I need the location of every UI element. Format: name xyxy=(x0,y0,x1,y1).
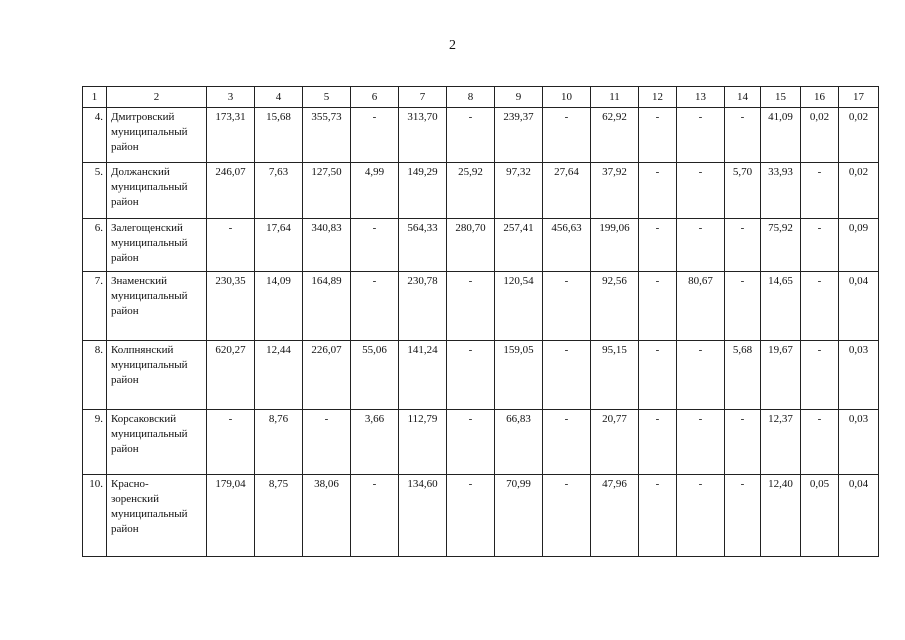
table-cell: 127,50 xyxy=(303,163,351,219)
column-header: 9 xyxy=(495,87,543,108)
data-table xyxy=(82,86,879,557)
page-number: 2 xyxy=(449,38,456,53)
table-cell: 257,41 xyxy=(495,219,543,272)
table-cell: 179,04 xyxy=(207,475,255,557)
table-cell: - xyxy=(801,410,839,475)
table-cell: - xyxy=(351,272,399,341)
table-cell: - xyxy=(639,272,677,341)
table-row xyxy=(83,341,879,410)
table-row xyxy=(83,410,879,475)
table-cell: 70,99 xyxy=(495,475,543,557)
district-name: Знаменский муниципальный район xyxy=(107,272,207,341)
column-header: 7 xyxy=(399,87,447,108)
row-number: 8. xyxy=(83,341,107,410)
table-cell: 313,70 xyxy=(399,108,447,163)
table-cell: 141,24 xyxy=(399,341,447,410)
table-cell: - xyxy=(725,475,761,557)
table-cell: 246,07 xyxy=(207,163,255,219)
table-cell: 38,06 xyxy=(303,475,351,557)
table-cell: 120,54 xyxy=(495,272,543,341)
row-number: 7. xyxy=(83,272,107,341)
table-cell: - xyxy=(725,410,761,475)
column-header: 17 xyxy=(839,87,879,108)
column-header: 8 xyxy=(447,87,495,108)
table-cell: 8,75 xyxy=(255,475,303,557)
table-cell: - xyxy=(543,475,591,557)
column-header: 14 xyxy=(725,87,761,108)
row-number: 6. xyxy=(83,219,107,272)
table-cell: - xyxy=(639,108,677,163)
table-cell: - xyxy=(351,475,399,557)
table-cell: 0,03 xyxy=(839,341,879,410)
table-cell: 8,76 xyxy=(255,410,303,475)
table-cell: 12,40 xyxy=(761,475,801,557)
table-cell: 17,64 xyxy=(255,219,303,272)
table-cell: - xyxy=(801,163,839,219)
table-cell: 226,07 xyxy=(303,341,351,410)
table-row xyxy=(83,163,879,219)
table-cell: - xyxy=(677,219,725,272)
table-cell: 199,06 xyxy=(591,219,639,272)
table-cell: - xyxy=(677,341,725,410)
table-cell: 66,83 xyxy=(495,410,543,475)
table-cell: - xyxy=(725,272,761,341)
table-cell: 20,77 xyxy=(591,410,639,475)
column-header: 15 xyxy=(761,87,801,108)
table-cell: - xyxy=(639,410,677,475)
table-cell: 12,44 xyxy=(255,341,303,410)
column-header: 12 xyxy=(639,87,677,108)
table-cell: - xyxy=(447,475,495,557)
table-cell: - xyxy=(639,219,677,272)
table-row xyxy=(83,475,879,557)
table-cell: 33,93 xyxy=(761,163,801,219)
table-cell: 164,89 xyxy=(303,272,351,341)
table-cell: 27,64 xyxy=(543,163,591,219)
table-cell: - xyxy=(447,108,495,163)
table-cell: 0,09 xyxy=(839,219,879,272)
table-cell: 75,92 xyxy=(761,219,801,272)
column-header: 5 xyxy=(303,87,351,108)
table-cell: - xyxy=(677,163,725,219)
header-row xyxy=(83,87,879,108)
table-cell: - xyxy=(303,410,351,475)
table-cell: 55,06 xyxy=(351,341,399,410)
table-cell: - xyxy=(677,108,725,163)
table-row xyxy=(83,219,879,272)
table-cell: 62,92 xyxy=(591,108,639,163)
column-header: 16 xyxy=(801,87,839,108)
table-cell: - xyxy=(543,108,591,163)
table-cell: - xyxy=(725,108,761,163)
table-cell: 620,27 xyxy=(207,341,255,410)
table-cell: - xyxy=(725,219,761,272)
table-cell: 0,05 xyxy=(801,475,839,557)
table-row xyxy=(83,108,879,163)
table-cell: 80,67 xyxy=(677,272,725,341)
table-cell: 97,32 xyxy=(495,163,543,219)
table-cell: 230,35 xyxy=(207,272,255,341)
table-cell: - xyxy=(677,475,725,557)
table-cell: - xyxy=(801,219,839,272)
table-cell: 173,31 xyxy=(207,108,255,163)
table-cell: - xyxy=(351,108,399,163)
table-cell: - xyxy=(639,341,677,410)
table-cell: 12,37 xyxy=(761,410,801,475)
table-cell: - xyxy=(543,272,591,341)
row-number: 4. xyxy=(83,108,107,163)
table-cell: - xyxy=(207,219,255,272)
table-cell: 0,03 xyxy=(839,410,879,475)
table-cell: 280,70 xyxy=(447,219,495,272)
table-cell: 14,09 xyxy=(255,272,303,341)
table-cell: 4,99 xyxy=(351,163,399,219)
table-cell: 41,09 xyxy=(761,108,801,163)
column-header: 2 xyxy=(107,87,207,108)
table-cell: 0,04 xyxy=(839,272,879,341)
table-cell: - xyxy=(639,163,677,219)
table-cell: 14,65 xyxy=(761,272,801,341)
table-cell: 564,33 xyxy=(399,219,447,272)
district-name: Залегощенский муниципальный район xyxy=(107,219,207,272)
district-name: Должанский муниципальный район xyxy=(107,163,207,219)
table-cell: 15,68 xyxy=(255,108,303,163)
table-cell: 0,02 xyxy=(801,108,839,163)
table-cell: - xyxy=(543,410,591,475)
table-cell: 340,83 xyxy=(303,219,351,272)
table-cell: 25,92 xyxy=(447,163,495,219)
table-cell: 0,02 xyxy=(839,108,879,163)
row-number: 10. xyxy=(83,475,107,557)
table-cell: 0,02 xyxy=(839,163,879,219)
table-cell: 134,60 xyxy=(399,475,447,557)
row-number: 9. xyxy=(83,410,107,475)
table-cell: 5,70 xyxy=(725,163,761,219)
column-header: 3 xyxy=(207,87,255,108)
column-header: 6 xyxy=(351,87,399,108)
table-cell: 112,79 xyxy=(399,410,447,475)
table-cell: - xyxy=(543,341,591,410)
table-cell: - xyxy=(207,410,255,475)
table-cell: 92,56 xyxy=(591,272,639,341)
district-name: Дмитровский муниципальный район xyxy=(107,108,207,163)
row-number: 5. xyxy=(83,163,107,219)
table-cell: 47,96 xyxy=(591,475,639,557)
district-name: Колпнянский муниципальный район xyxy=(107,341,207,410)
table-cell: 149,29 xyxy=(399,163,447,219)
table-cell: - xyxy=(351,219,399,272)
column-header: 10 xyxy=(543,87,591,108)
district-name: Корсаковский муниципальный район xyxy=(107,410,207,475)
table-cell: 159,05 xyxy=(495,341,543,410)
table-cell: - xyxy=(801,341,839,410)
table-cell: 239,37 xyxy=(495,108,543,163)
column-header: 4 xyxy=(255,87,303,108)
table-cell: - xyxy=(801,272,839,341)
table-cell: 0,04 xyxy=(839,475,879,557)
district-name: Красно- зоренский муниципальный район xyxy=(107,475,207,557)
table-cell: - xyxy=(447,272,495,341)
table-cell: - xyxy=(447,410,495,475)
table-cell: 230,78 xyxy=(399,272,447,341)
table-cell: - xyxy=(447,341,495,410)
table-cell: 3,66 xyxy=(351,410,399,475)
table-cell: - xyxy=(677,410,725,475)
column-header: 13 xyxy=(677,87,725,108)
table-cell: 19,67 xyxy=(761,341,801,410)
column-header: 11 xyxy=(591,87,639,108)
table-cell: 95,15 xyxy=(591,341,639,410)
table-cell: 456,63 xyxy=(543,219,591,272)
table-cell: 5,68 xyxy=(725,341,761,410)
table-cell: 37,92 xyxy=(591,163,639,219)
table-cell: 7,63 xyxy=(255,163,303,219)
table-cell: - xyxy=(639,475,677,557)
table-row xyxy=(83,272,879,341)
table-cell: 355,73 xyxy=(303,108,351,163)
column-header: 1 xyxy=(83,87,107,108)
